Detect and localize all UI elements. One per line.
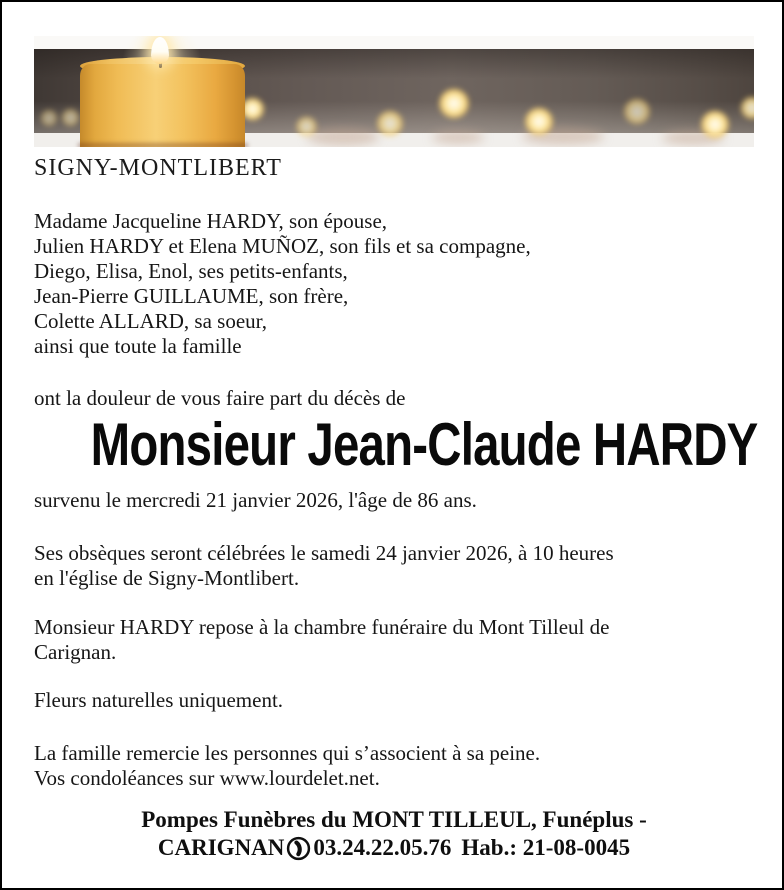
announcement-text: ont la douleur de vous faire part du décès de bbox=[34, 386, 406, 410]
family-line: Julien HARDY et Elena MUÑOZ, son fils et sa compagne, bbox=[34, 234, 531, 258]
bokeh-light bbox=[439, 89, 469, 118]
bokeh-light bbox=[62, 109, 79, 126]
blurred-candle-shape bbox=[432, 131, 484, 144]
bokeh-light bbox=[701, 111, 729, 138]
condolences-line: La famille remercie les personnes qui s’associent à sa peine. bbox=[34, 741, 541, 765]
family-line: Madame Jacqueline HARDY, son épouse, bbox=[34, 209, 388, 233]
repose-line: Monsieur HARDY repose à la chambre funéraire du Mont Tilleul de bbox=[34, 615, 610, 639]
bokeh-light bbox=[525, 108, 553, 135]
funeral-home-line1: Pompes Funèbres du MONT TILLEUL, Funéplus - bbox=[141, 807, 647, 832]
ceremony-paragraph bbox=[34, 541, 756, 591]
deceased-name-title bbox=[2, 411, 784, 478]
condolences-paragraph bbox=[34, 741, 756, 791]
commune-title: SIGNY-MONTLIBERT bbox=[34, 155, 282, 181]
ceremony-line: Ses obsèques seront célébrées le samedi 24 janvier 2026, à 10 heures bbox=[34, 541, 614, 565]
death-date-text: survenu le mercredi 21 janvier 2026, l'âge de 86 ans. bbox=[34, 488, 477, 512]
bokeh-light bbox=[41, 110, 57, 126]
family-line: Jean-Pierre GUILLAUME, son frère, bbox=[34, 284, 349, 308]
family-line: Diego, Elisa, Enol, ses petits-enfants, bbox=[34, 259, 348, 283]
repose-paragraph bbox=[34, 615, 756, 665]
funeral-home-footer bbox=[2, 806, 784, 862]
condolences-line: Vos condoléances sur www.lourdelet.net. bbox=[34, 766, 380, 790]
funeral-home-habilitation: Hab.: 21-08-0045 bbox=[461, 835, 631, 860]
phone-circle-icon bbox=[286, 836, 311, 861]
flowers-text: Fleurs naturelles uniquement. bbox=[34, 688, 284, 712]
candle-image bbox=[80, 64, 245, 147]
family-line: Colette ALLARD, sa soeur, bbox=[34, 309, 268, 333]
family-line: ainsi que toute la famille bbox=[34, 334, 242, 358]
funeral-home-line2 bbox=[2, 834, 784, 862]
repose-line: Carignan. bbox=[34, 640, 117, 664]
blurred-candle-shape bbox=[307, 128, 379, 146]
family-list bbox=[34, 209, 756, 359]
funeral-home-phone: 03.24.22.05.76 bbox=[313, 835, 452, 860]
candle-base-shadow bbox=[78, 143, 248, 147]
memorial-banner-photo bbox=[34, 36, 754, 147]
ceremony-line: en l'église de Signy-Montlibert. bbox=[34, 566, 300, 590]
bokeh-light bbox=[296, 117, 317, 136]
bokeh-light bbox=[624, 99, 650, 124]
deceased-name: Monsieur Jean-Claude HARDY bbox=[90, 411, 758, 478]
funeral-home-city: CARIGNAN bbox=[157, 835, 285, 860]
bokeh-light bbox=[377, 111, 403, 136]
